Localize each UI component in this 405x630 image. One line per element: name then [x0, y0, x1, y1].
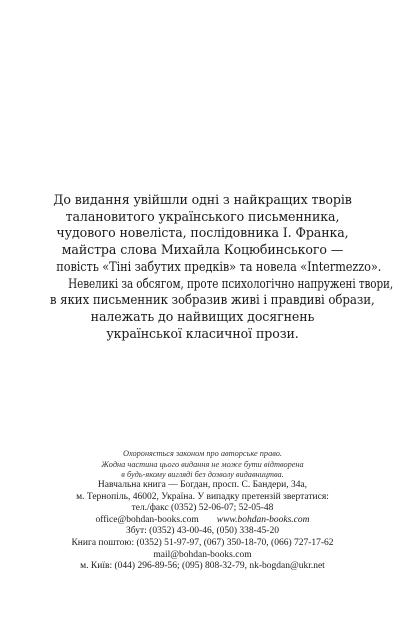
publisher-website: www.bohdan-books.com: [216, 514, 310, 525]
book-annotation: [40, 192, 394, 342]
mail-order-phones: Книга поштою: (0352) 51-97-97, (067) 350-18-70, (066) 727-17-62: [71, 537, 334, 548]
mail-order-email: mail@bohdan-books.com: [153, 549, 252, 560]
publisher-imprint: [40, 480, 365, 573]
publisher-address: Навчальна книга — Богдан, просп. С. Бандери, 34а,: [97, 480, 308, 490]
annotation-line: повість «Тіні забутих предків» та новела «Intermezzo».: [56, 258, 382, 274]
annotation-line: талановитого українського письменника,: [65, 208, 340, 224]
publisher-contacts-line: [40, 515, 365, 527]
copyright-line: Охороняється законом про авторське право.: [123, 449, 282, 458]
publisher-phone-fax: тел./факс (0352) 52-06-07; 52-05-48: [131, 503, 274, 514]
annotation-line: належать до найвищих досягнень: [90, 308, 315, 324]
copyright-notice: [40, 449, 365, 481]
sales-phones: Збут: (0352) 43-00-46, (050) 338-45-20: [126, 526, 279, 537]
copyright-line: Жодна частина цього видання не може бути відтворена: [101, 459, 304, 469]
publisher-city: м. Тернопіль, 46002, Україна. У випадку претензій звертатися:: [76, 491, 329, 502]
annotation-line: чудового новеліста, послідовника І. Франка,: [56, 225, 349, 241]
publisher-email: office@bohdan-books.com: [95, 514, 199, 525]
copyright-line: в будь-якому вигляді без дозволу видавництва.: [121, 470, 284, 480]
annotation-line: української класичної прози.: [106, 325, 299, 341]
kyiv-contacts: м. Київ: (044) 296-89-56; (095) 808-32-79, nk-bogdan@ukr.net: [80, 561, 325, 572]
annotation-line: в яких письменник зобразив живі і правдиві образи,: [49, 292, 375, 308]
annotation-line: майстра слова Михайла Коцюбинського —: [61, 242, 344, 258]
annotation-line: Невеликі за обсягом, проте психологічно напружені твори,: [68, 275, 394, 291]
annotation-line: До видання увійшли одні з найкращих творів: [53, 192, 352, 207]
